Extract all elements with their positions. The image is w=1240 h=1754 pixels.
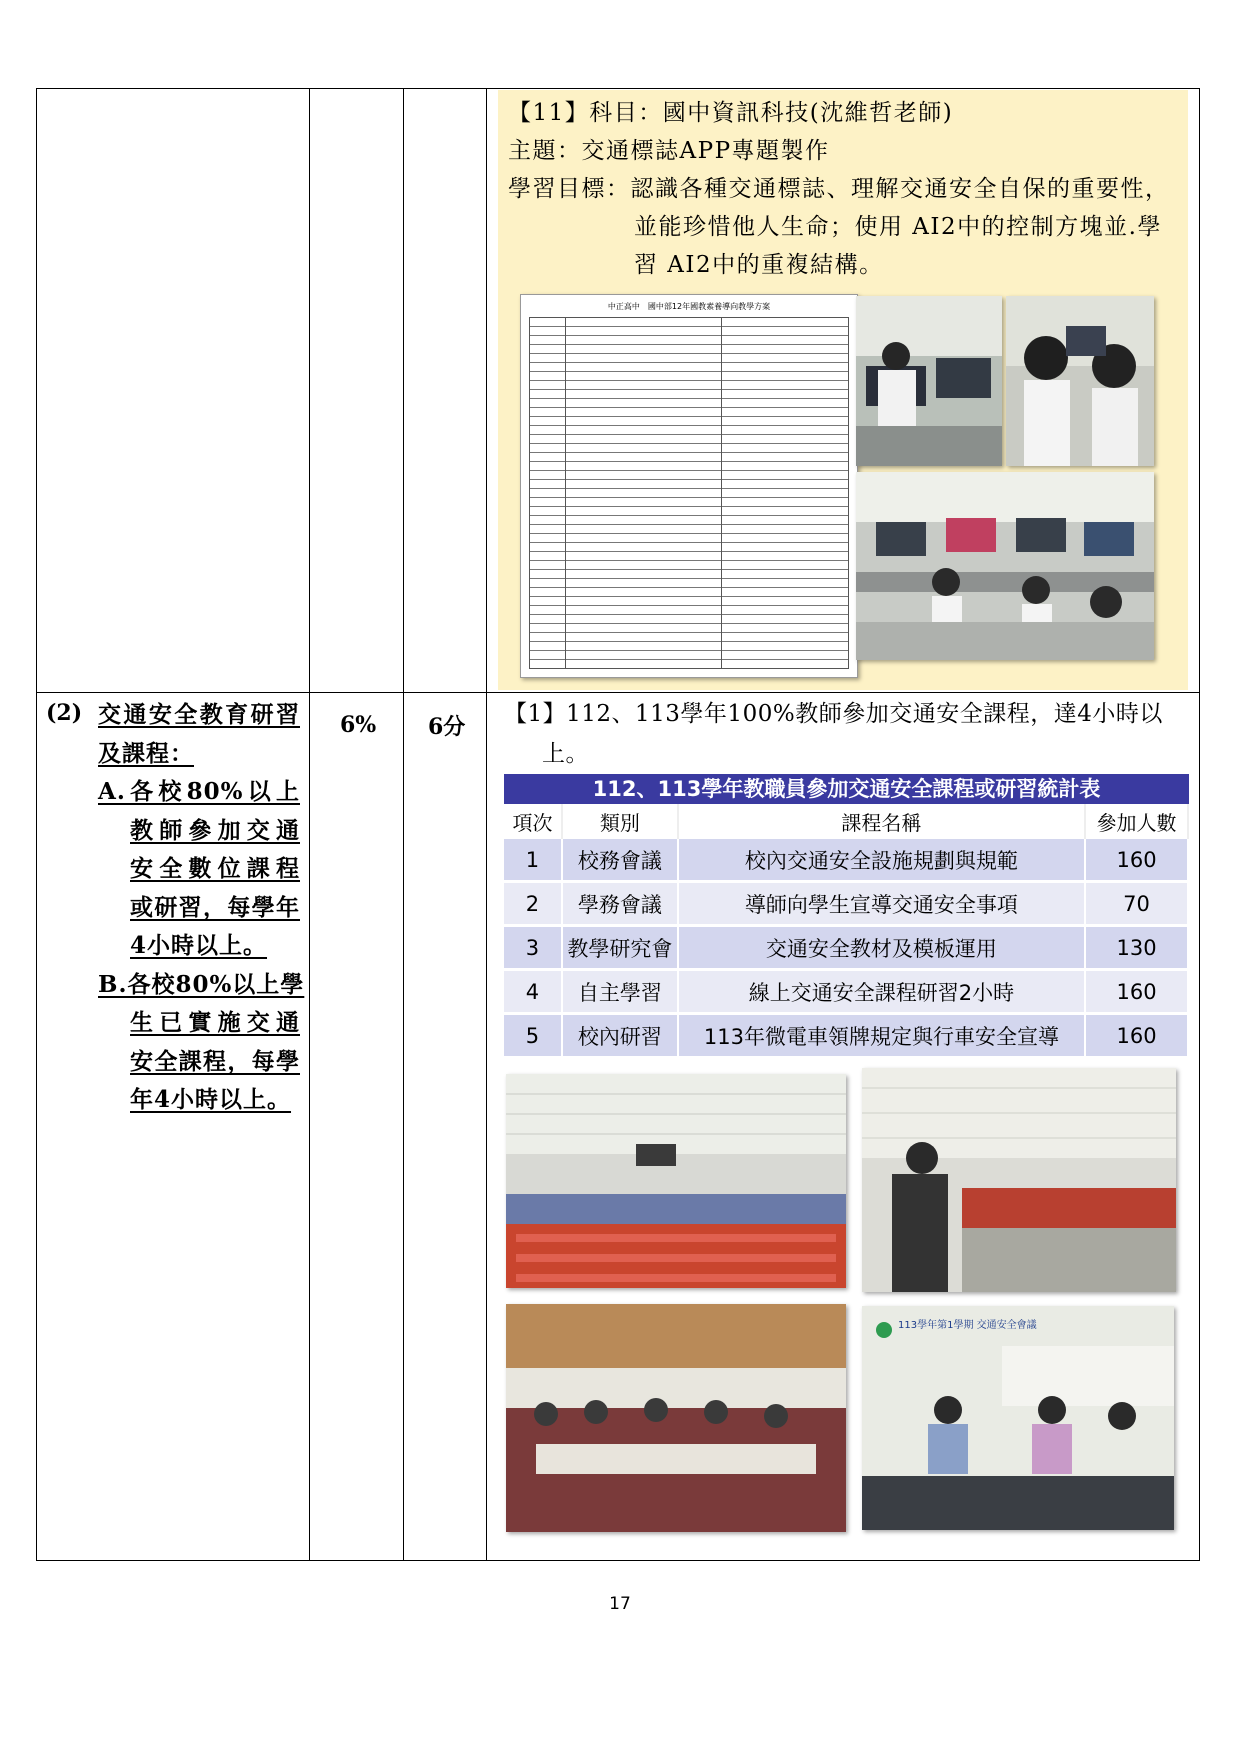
course-note-line2: 上。 (542, 741, 589, 767)
lesson-objective-cont2: 習 AI2中的重複結構。 (634, 252, 884, 278)
column-divider (486, 89, 487, 1560)
item-a: A.各校80%以上 (98, 778, 300, 805)
lesson-subject: 【11】科目：國中資訊科技(沈維哲老師) (508, 100, 954, 126)
header-category: 類別 (562, 804, 678, 839)
lesson-objective-cont: 並能珍惜他人生命；使用 AI2中的控制方塊並.學 (634, 214, 1162, 240)
lesson-topic: 主題：交通標誌APP專題製作 (508, 138, 830, 164)
table-row (504, 970, 1188, 1014)
cell-participants: 160 (1085, 1014, 1188, 1058)
lecture-photo (862, 1068, 1176, 1292)
lesson-plan-table (529, 317, 849, 669)
header-participants: 參加人數 (1085, 804, 1188, 839)
column-divider (309, 89, 310, 1560)
header-item: 項次 (504, 804, 562, 839)
cell-item: 3 (504, 926, 562, 970)
classroom-photo (1006, 296, 1154, 466)
cell-item: 4 (504, 970, 562, 1014)
item-title: 交通安全教育研習 (98, 701, 300, 728)
cell-item: 1 (504, 839, 562, 882)
cell-category: 自主學習 (562, 970, 678, 1014)
item-a-cont: 安全數位課程 (130, 855, 300, 882)
item-b-cont: 年4小時以上。 (130, 1086, 292, 1113)
statistics-grid (504, 804, 1189, 1059)
item-b-cont: 安全課程，每學 (130, 1047, 300, 1075)
classroom-photo (856, 296, 1002, 466)
lesson-description (508, 94, 1188, 284)
statistics-table (504, 774, 1189, 1050)
course-note-line1: 【1】112、113學年100%教師參加交通安全課程，達4小時以 (504, 701, 1163, 727)
cell-participants: 130 (1085, 926, 1188, 970)
photo-banner-text: 113學年第1學期 交通安全會議 (898, 1320, 1037, 1331)
item-a-cont: 或研習，每學年 (130, 893, 300, 921)
cell-course-name: 線上交通安全課程研習2小時 (678, 970, 1085, 1014)
cell-participants: 160 (1085, 970, 1188, 1014)
item-number: (2) (46, 700, 83, 726)
cell-course-name: 導師向學生宣導交通安全事項 (678, 882, 1085, 926)
weight-value: 6% (340, 712, 377, 738)
cell-category: 教學研究會 (562, 926, 678, 970)
course-note (504, 694, 1164, 774)
cell-item: 5 (504, 1014, 562, 1058)
column-divider (403, 89, 404, 1560)
cell-course-name: 校內交通安全設施規劃與規範 (678, 839, 1085, 882)
cell-course-name: 交通安全教材及模板運用 (678, 926, 1085, 970)
cell-item: 2 (504, 882, 562, 926)
table-row (504, 882, 1188, 926)
statistics-caption: 112、113學年教職員參加交通安全課程或研習統計表 (504, 774, 1189, 804)
cell-participants: 70 (1085, 882, 1188, 926)
table-header-row (504, 804, 1188, 839)
lesson-plan-title: 中正高中 國中部12年國教素養導向教學方案 (607, 302, 771, 311)
evaluation-item: 交通安全教育研習 及課程： A.各校80%以上 教師參加交通 安全數位課程 或研習，每學年 4小時以上。 B.各校80%以上學 生已實施交通 安全課程，每學 年4小時以上。 (98, 696, 300, 1120)
cell-category: 校內研習 (562, 1014, 678, 1058)
cell-participants: 160 (1085, 839, 1188, 882)
cell-category: 校務會議 (562, 839, 678, 882)
safety-meeting-photo (862, 1306, 1174, 1530)
seminar-hall-photo (506, 1074, 846, 1288)
computer-lab-photo (856, 472, 1154, 660)
meeting-room-photo (506, 1304, 846, 1532)
lesson-plan-document-image (520, 294, 858, 678)
table-row (504, 839, 1188, 882)
score-value: 6分 (428, 714, 466, 740)
header-course-name: 課程名稱 (678, 804, 1085, 839)
table-row (504, 1014, 1188, 1058)
row-divider (37, 692, 1199, 693)
cell-category: 學務會議 (562, 882, 678, 926)
item-a-cont: 教師參加交通 (130, 816, 300, 844)
item-a-cont: 4小時以上。 (130, 932, 268, 959)
item-b: B.各校80%以上學 (98, 970, 305, 998)
lesson-objective: 學習目標：認識各種交通標誌、理解交通安全自保的重要性， (508, 176, 1170, 202)
item-b-cont: 生已實施交通 (130, 1009, 300, 1036)
page-number: 17 (609, 1594, 631, 1614)
table-row (504, 926, 1188, 970)
cell-course-name: 113年微電車領牌規定與行車安全宣導 (678, 1014, 1085, 1058)
